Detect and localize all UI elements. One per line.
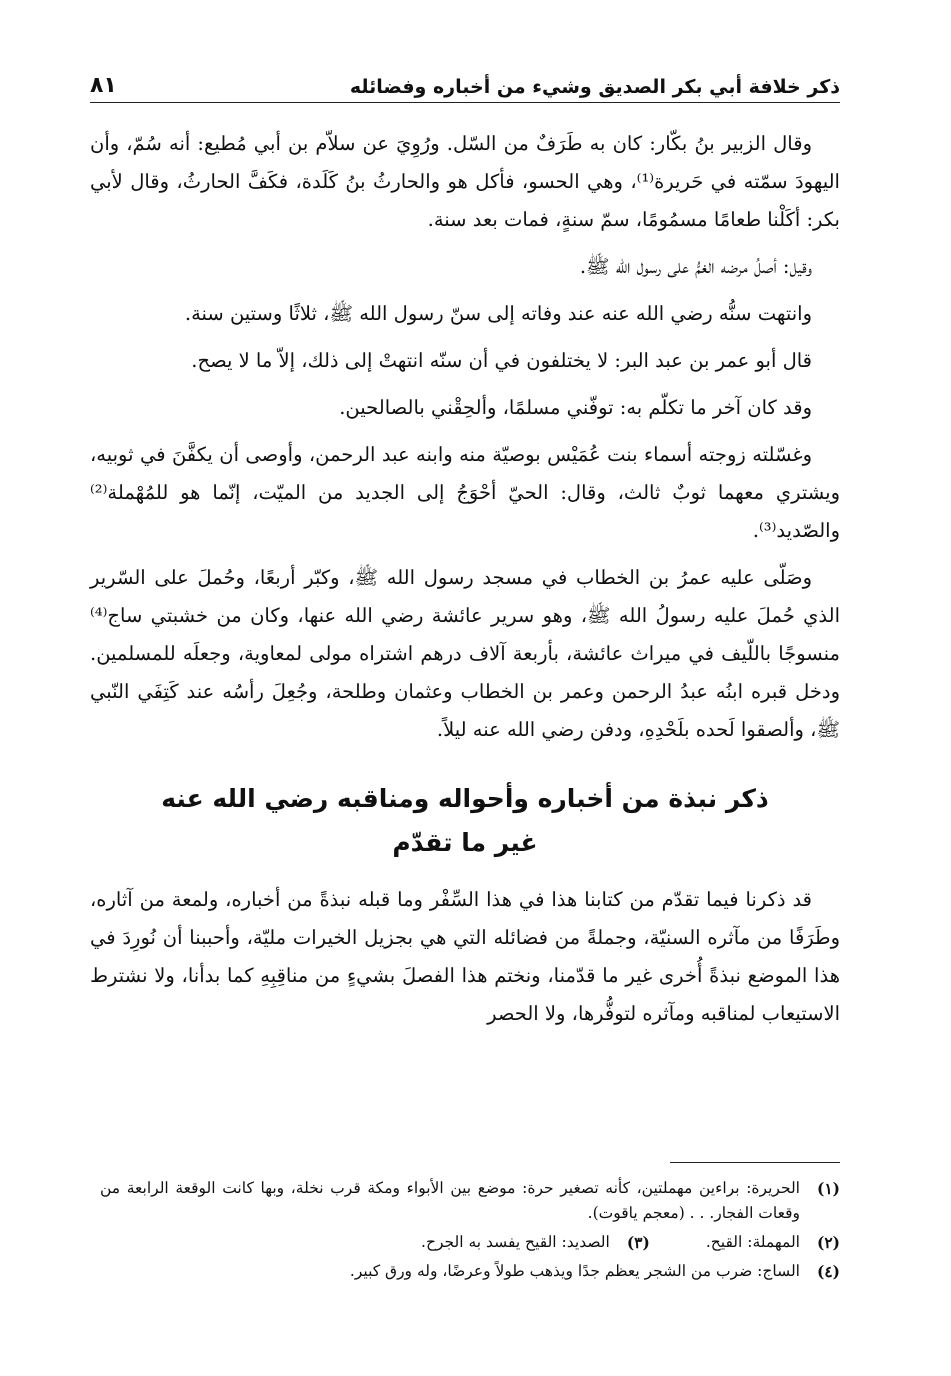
footnote-text: المهملة: القيح. — [705, 1233, 800, 1251]
paragraph: وانتهت سنُّه رضي الله عنه عند وفاته إلى سنّ رسول الله ﷺ، ثلاثًا وستين سنة. — [184, 302, 812, 325]
footnote-text: الحريرة: براءين مهملتين، كأنه تصغير حرة: موضع بين الأبواء ومكة قرب نخلة، وبها كانت الوقعة الرابعة من وقعات الفجار. . . (معجم ياقوت). — [100, 1179, 800, 1222]
section-heading-line: ذكر نبذة من أخباره وأحواله ومناقبه رضي الله عنه — [161, 784, 769, 813]
footnote-number: (٤) — [816, 1262, 840, 1281]
running-header — [90, 60, 840, 103]
section-heading-line: غير ما تقدّم — [392, 828, 538, 857]
section-heading — [90, 777, 840, 865]
footnote — [421, 1230, 650, 1255]
paragraph: قال أبو عمر بن عبد البر: لا يختلفون في أن سنّه انتهتْ إلى ذلك، إلاّ ما لا يصح. — [191, 349, 812, 372]
footnote — [100, 1259, 840, 1284]
footnote-number: (٣) — [626, 1233, 650, 1252]
page-number: ٨١ — [90, 73, 117, 98]
paragraph: وغسّلته زوجته أسماء بنت عُمَيْس بوصيّة منه وابنه عبد الرحمن، وأوصى أن يكفَّنَ في ثوبيه، ويشتري معهما ثوبٌ ثالث، وقال: الحيّ أحْوَجُ إلى الجديد من الميّت، إنّما هو للمُهْملة⁽²⁾ والصّديد⁽³⁾. — [90, 443, 840, 542]
paragraph: وصَلّى عليه عمرُ بن الخطاب في مسجد رسول الله ﷺ، وكبّر أربعًا، وحُملَ على السّرير الذي حُملَ عليه رسولُ الله ﷺ، وهو سرير عائشة رضي الله عنها، وكان من خشبتي ساج⁽⁴⁾ منسوجًا باللّيف في ميراث عائشة، بأربعة آلاف درهم اشتراه مولى لمعاوية، وجعلَه للمسلمين. ودخل قبره ابنُه عبدُ الرحمن وعمر بن الخطاب وعثمان وطلحة، وجُعِلَ رأسُه عند كَتِفَي النّبي ﷺ، وألصقوا لَحده بلَحْدِهِ، ودفن رضي الله عنه ليلاً. — [90, 566, 840, 741]
footnote — [100, 1176, 840, 1226]
footnote-number: (٢) — [816, 1233, 840, 1252]
paragraph: وقد كان آخر ما تكلّم به: توفّني مسلمًا، وألحِقْني بالصالحين. — [339, 396, 812, 419]
footnote-text: الصديد: القيح يفسد به الجرح. — [421, 1233, 610, 1251]
footnote — [706, 1230, 840, 1255]
paragraph: وقيل: أصلُ مرضه الغمُّ على رسول الله ﷺ. — [579, 255, 812, 278]
footnote-number: (١) — [816, 1179, 840, 1198]
section-paragraph: قد ذكرنا فيما تقدّم من كتابنا هذا في هذا السِّفْر وما قبله نبذةً من أخباره، ولمعة من آثاره، وطَرَفًا من مآثره السنيّة، وجملةً من فضائله التي هي بجزيل الخيرات مليّة، وأحببنا أن نُورِدَ في هذا الموضع نبذةً أُخرى غير ما قدّمنا، ونختم هذا الفصلَ بشيءٍ من مناقِبِهِ كما بدأنا، ولا نشترط الاستيعاب لمناقبه ومآثره لتوفُّرها، ولا الحصر — [90, 888, 840, 1025]
footnote-row — [100, 1230, 840, 1259]
book-page — [90, 60, 840, 1340]
paragraph: وقال الزبير بنُ بكّار: كان به طَرَفٌ من السّل. ورُوِيَ عن سلاّم بن أبي مُطيع: أنه سُمّ، وأن اليهودَ سمّته في حَريرة⁽¹⁾، وهي الحسو، فأكل هو والحارثُ بنُ كَلَدة، فكَفَّ الحارثُ، وقال لأبي بكر: أكَلْنا طعامًا مسمُومًا، سمّ سنةٍ، فمات بعد سنة. — [90, 132, 840, 231]
footnotes — [100, 1176, 840, 1288]
footnote-text: الساج: ضرب من الشجر يعظم جدًا ويذهب طولاً وعرضًا، وله ورق كبير. — [349, 1262, 800, 1280]
main-text — [90, 125, 840, 1033]
footnote-separator — [670, 1162, 840, 1163]
running-title: ذكر خلافة أبي بكر الصديق وشيء من أخباره وفضائله — [349, 76, 840, 98]
